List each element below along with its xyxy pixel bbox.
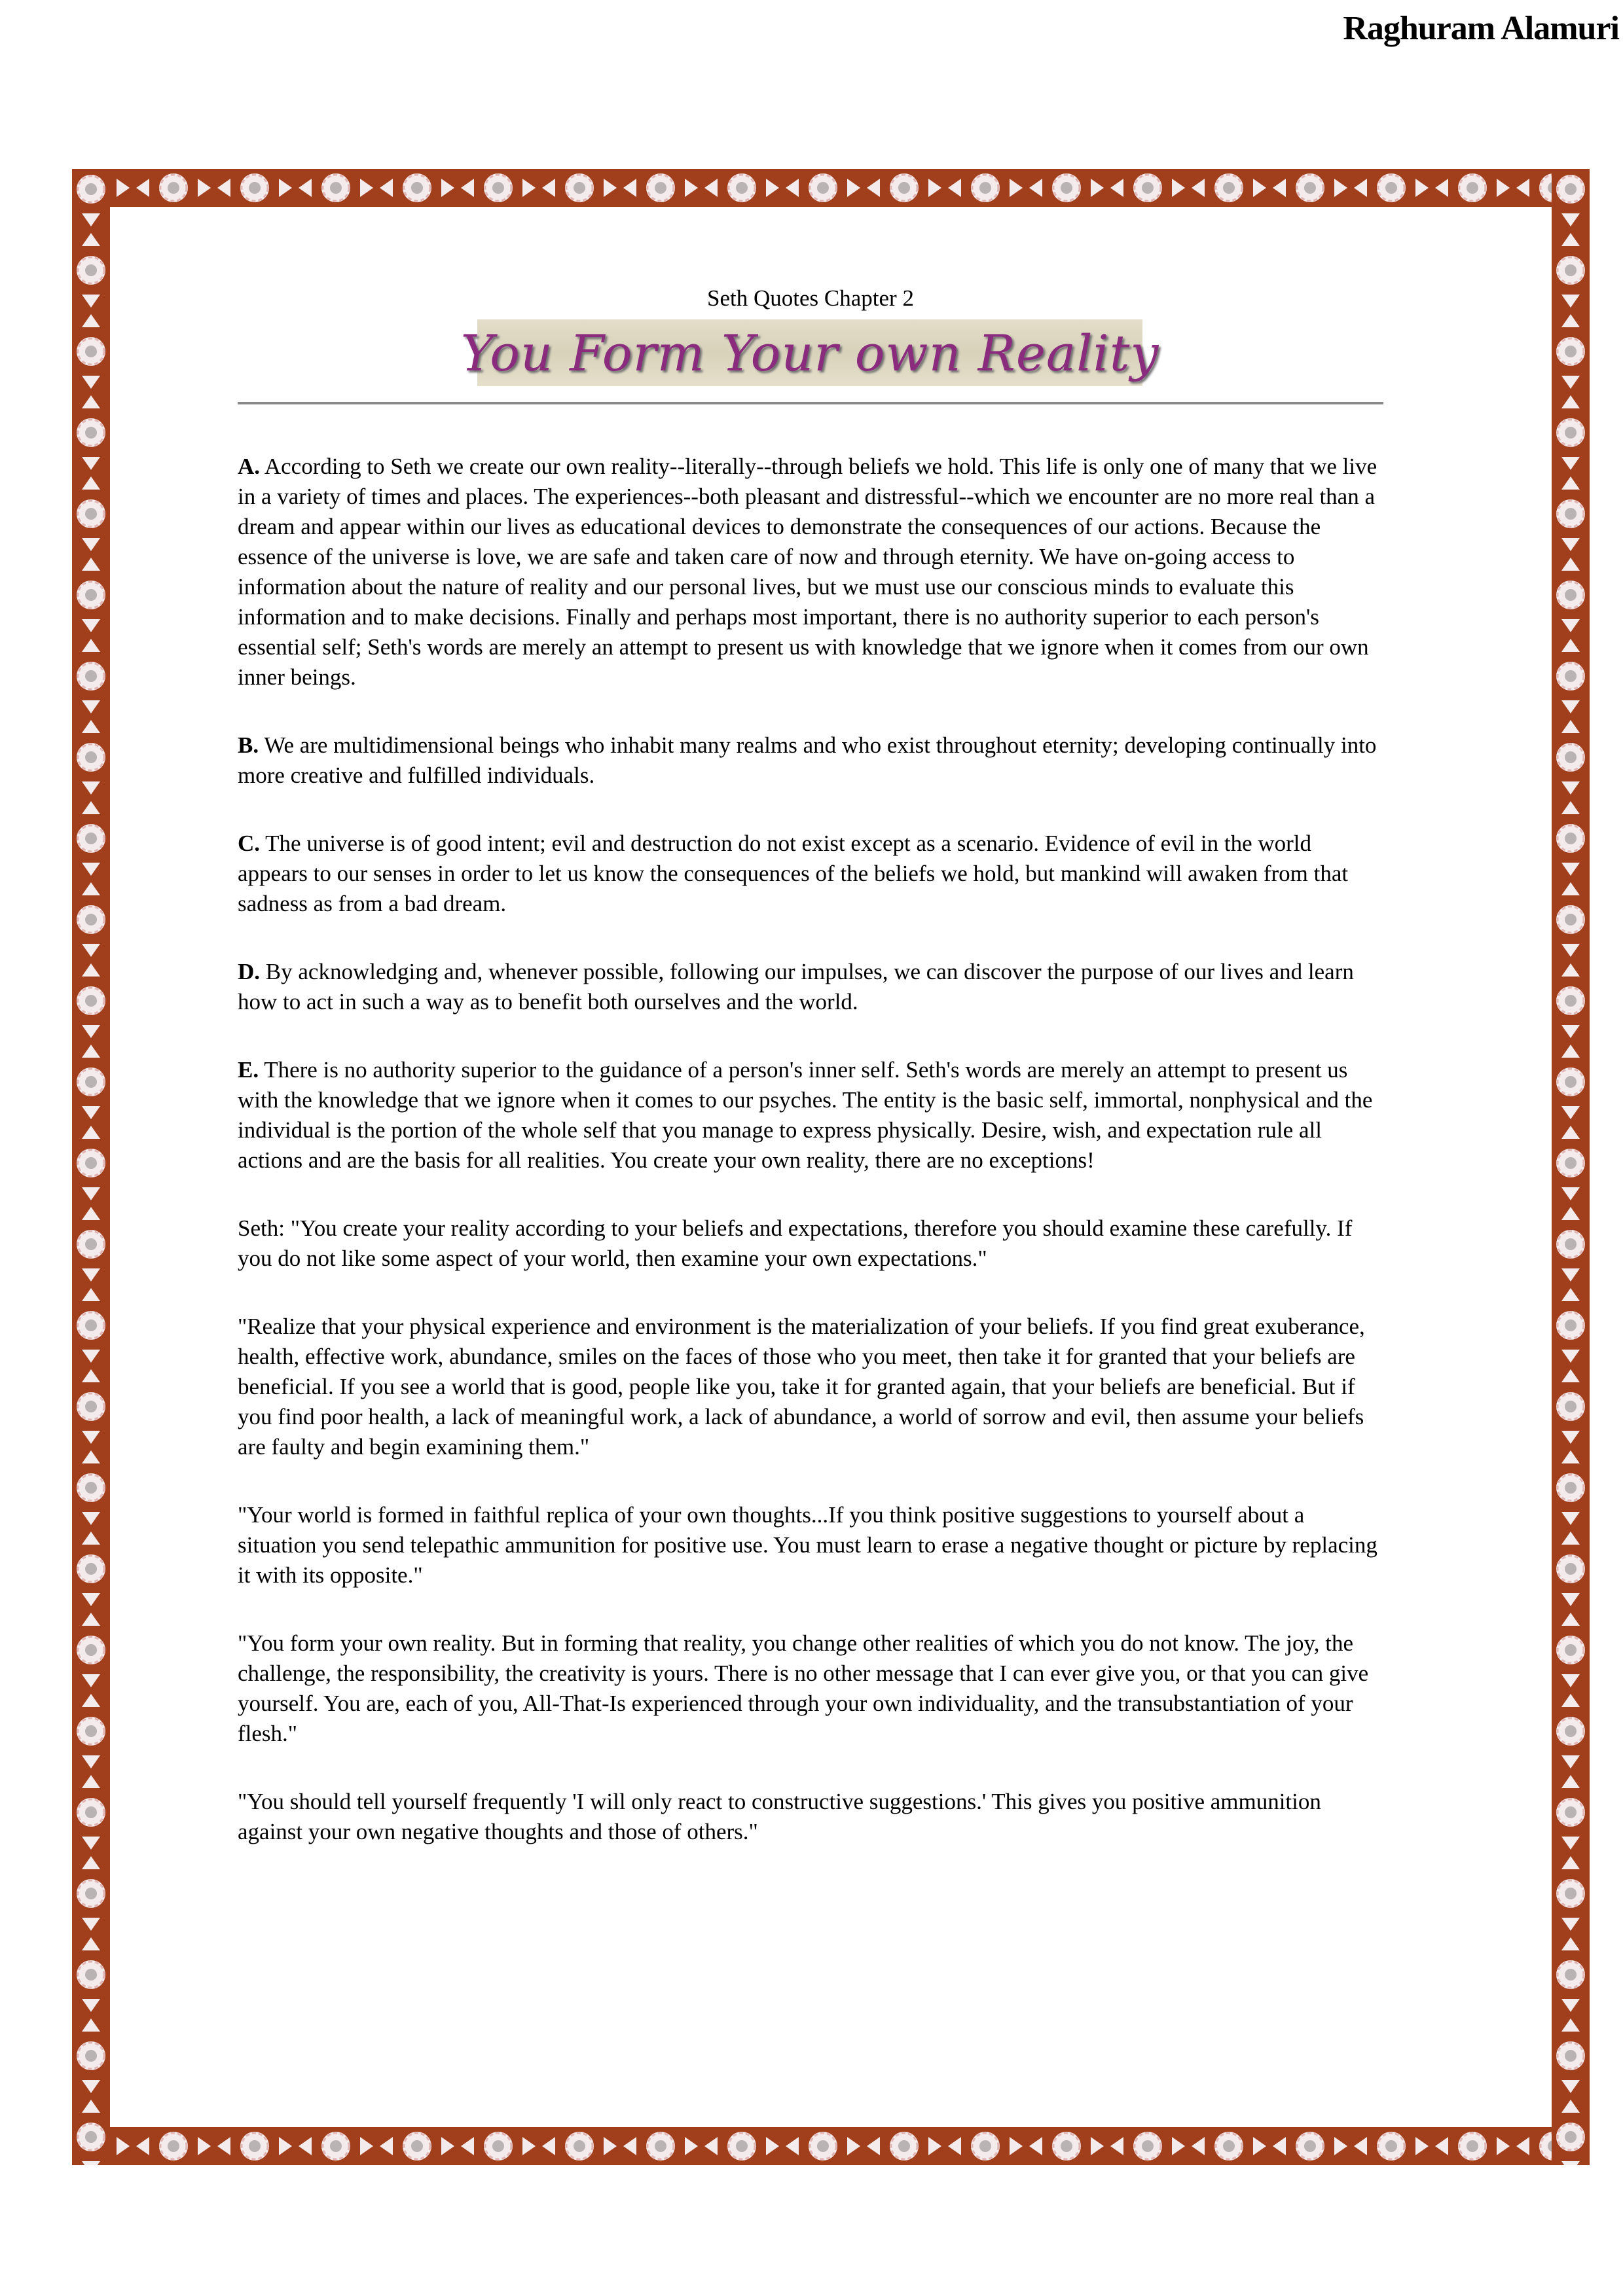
ornament-border-top xyxy=(72,169,1590,207)
paragraph xyxy=(238,829,1383,919)
paragraph xyxy=(238,1055,1383,1175)
paragraph-text: "Realize that your physical experience and environment is the materialization of your beliefs. If you find great exuberance, health, effective work, abundance, smiles on the faces of those who you meet, then take it for granted that your beliefs are beneficial. If you see a world that is good, people like you, take it for granted again, that your beliefs are beneficial. But if you find poor health, a lack of meaningful work, a lack of abundance, a world of sorrow and evil, then assume your beliefs are faulty and begin examining them." xyxy=(238,1314,1365,1460)
paragraph-text: "You should tell yourself frequently 'I will only react to constructive suggestions.' This gives you positive ammunition against your own negative thoughts and those of others." xyxy=(238,1789,1321,1844)
paragraph-label: A. xyxy=(238,454,261,479)
banner-title: You Form Your own Reality xyxy=(460,323,1159,382)
ornament-border-right xyxy=(1552,169,1590,2165)
quote-paragraph xyxy=(238,1628,1383,1749)
paragraph-label: D. xyxy=(238,959,261,984)
paragraph xyxy=(238,452,1383,692)
paragraph xyxy=(238,730,1383,791)
flower-ornament-icon xyxy=(1552,169,1590,2165)
flower-ornament-icon xyxy=(72,2127,1590,2165)
paragraph-label: B. xyxy=(238,732,259,758)
paragraph-text: Seth: "You create your reality according to your beliefs and expectations, therefore you should examine these carefully. If you do not like some aspect of your world, then examine your own expectations." xyxy=(238,1215,1353,1271)
quote-paragraph xyxy=(238,1213,1383,1274)
paragraph-text: According to Seth we create our own reality--literally--through beliefs we hold. This life is only one of many that we live in a variety of times and places. The experiences--both pleasant and distressful--which we encounter are no more real than a dream and appear within our lives as educational devices to demonstrate the consequences of our actions. Because the essence of the universe is love, we are safe and taken care of now and through eternity. We have on-going access to information about the nature of reality and our personal lives, but we must use our conscious minds to evaluate this information and to make decisions. Finally and perhaps most important, there is no authority superior to each person's essential self; Seth's words are merely an attempt to present us with knowledge that we ignore when it comes from our own inner beings. xyxy=(238,454,1377,690)
paragraph-text: "You form your own reality. But in forming that reality, you change other realities of which you do not know. The joy, the challenge, the responsibility, the creativity is yours. There is no other message that I can ever give you, or that you can give yourself. You are, each of you, All-That-Is experienced through your own individuality, and the transubstantiation of your flesh." xyxy=(238,1630,1369,1746)
paragraph xyxy=(238,957,1383,1017)
quote-paragraph xyxy=(238,1787,1383,1847)
horizontal-divider xyxy=(238,402,1383,405)
paragraph-text: "Your world is formed in faithful replica of your own thoughts...If you think positive suggestions to yourself about a situation you send telepathic ammunition for positive use. You must learn to erase a negative thought or picture by replacing it with its opposite." xyxy=(238,1502,1377,1588)
banner-image xyxy=(460,319,1159,386)
quote-paragraph xyxy=(238,1500,1383,1590)
paragraph-text: The universe is of good intent; evil and destruction do not exist except as a scenario. Evidence of evil in the world appears to our senses in order to let us know the consequences of the beliefs we hold, but mankind will awaken from that sadness as from a bad dream. xyxy=(238,831,1349,916)
paragraph-text: There is no authority superior to the guidance of a person's inner self. Seth's words are merely an attempt to present us with the knowledge that we ignore when it comes to our psyches. The entity is the basic self, immortal, nonphysical and the individual is the portion of the whole self that you manage to express physically. Desire, wish, and expectation rule all actions and are the basis for all realities. You create your own reality, there are no exceptions! xyxy=(238,1057,1373,1173)
chapter-title: Seth Quotes Chapter 2 xyxy=(707,285,914,311)
paragraph-text: We are multidimensional beings who inhabit many realms and who exist throughout eternity; developing continually into more creative and fulfilled individuals. xyxy=(238,732,1377,788)
quote-paragraph xyxy=(238,1312,1383,1462)
paragraph-label: C. xyxy=(238,831,261,856)
paragraph-text: By acknowledging and, whenever possible, following our impulses, we can discover the purpose of our lives and learn how to act in such a way as to benefit both ourselves and the world. xyxy=(238,959,1354,1014)
ornament-border-left xyxy=(72,169,110,2165)
flower-ornament-icon xyxy=(72,169,1590,207)
ornament-border-bottom xyxy=(72,2127,1590,2165)
paragraph-list xyxy=(238,452,1383,1885)
flower-ornament-icon xyxy=(72,169,110,2165)
paragraph-label: E. xyxy=(238,1057,259,1083)
author-name: Raghuram Alamuri xyxy=(1343,10,1619,47)
